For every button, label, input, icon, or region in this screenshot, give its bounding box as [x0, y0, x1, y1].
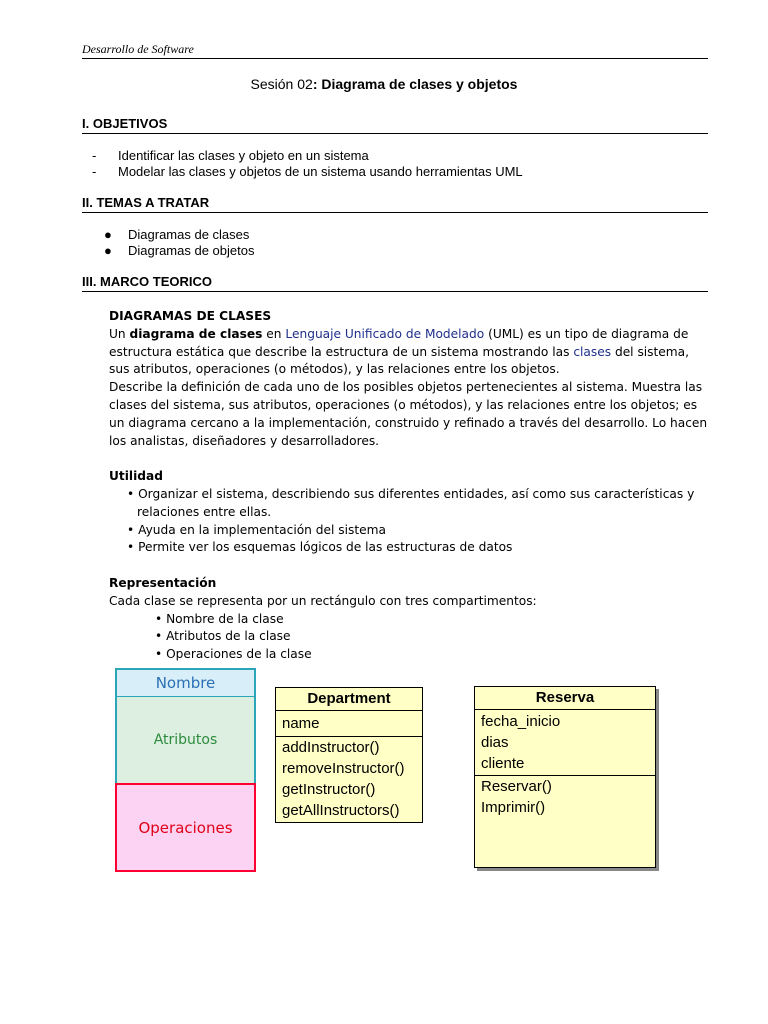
utilidad-heading: Utilidad [109, 469, 163, 484]
clases-link[interactable]: clases [573, 344, 612, 359]
list-item-text: Diagramas de objetos [128, 243, 255, 258]
objetivos-list [92, 148, 523, 180]
utilidad-item: • Ayuda en la implementación del sistema [127, 522, 386, 537]
p1-text: del sistema, sus atributos, operaciones (o métodos), y las relaciones entre los objetos. [109, 344, 690, 377]
department-attributes [276, 711, 422, 736]
list-item [92, 148, 523, 164]
attribute-item: cliente [481, 755, 525, 772]
session-prefix: Sesión 02 [250, 76, 313, 92]
running-header: Desarrollo de Software [82, 42, 708, 59]
section-objetivos-heading: I. OBJETIVOS [82, 116, 708, 134]
session-title-text: : Diagrama de clases y objetos [312, 76, 518, 92]
marco-teorico-body [109, 308, 709, 664]
operation-item: Reservar() [481, 778, 552, 795]
temas-list [104, 227, 254, 259]
reserva-attributes [475, 710, 655, 775]
utilidad-item: • Organizar el sistema, describiendo sus diferentes entidades, así como sus características y [127, 486, 695, 501]
reserva-class-box [474, 686, 656, 868]
operation-item: Imprimir() [481, 799, 546, 816]
operation-item: removeInstructor() [282, 760, 405, 777]
generic-class-operations: Operaciones [115, 783, 256, 872]
department-class-name: Department [276, 688, 422, 711]
department-operations [276, 736, 422, 821]
representacion-item: • Atributos de la clase [155, 629, 291, 644]
representacion-item: • Nombre de la clase [155, 611, 284, 626]
section-temas-heading: II. TEMAS A TRATAR [82, 195, 708, 213]
paragraph-1 [109, 326, 709, 379]
p1-text: Un [109, 326, 130, 341]
p1-text: en [262, 326, 286, 341]
dash-marker: - [92, 148, 97, 163]
list-item [104, 243, 254, 259]
spacer [109, 557, 709, 575]
utilidad-item: relaciones entre ellas. [137, 504, 272, 519]
p1-bold: diagrama de clases [129, 326, 263, 341]
attribute-item: dias [481, 734, 509, 751]
representacion-text: Cada clase se representa por un rectángulo con tres compartimentos: [109, 593, 537, 608]
department-class-box [275, 687, 423, 823]
representacion-item: • Operaciones de la clase [155, 647, 312, 662]
dash-marker: - [92, 164, 97, 179]
reserva-operations [475, 775, 655, 818]
bullet-marker: ● [104, 227, 112, 242]
list-item [92, 164, 523, 180]
operation-item: getInstructor() [282, 781, 376, 798]
operation-item: addInstructor() [282, 739, 380, 756]
section-marco-heading: III. MARCO TEORICO [82, 274, 708, 292]
p1-text: (UML) es un tipo de diagrama de estructura estática que describe la estructura de un sistema mostrando las [109, 326, 689, 359]
session-title [0, 76, 768, 92]
list-item-text: Modelar las clases y objetos de un sistema usando herramientas UML [118, 164, 523, 179]
operation-item: getAllInstructors() [282, 802, 400, 819]
representacion-heading: Representación [109, 575, 217, 590]
uml-link[interactable]: Lenguaje Unificado de Modelado [285, 326, 485, 341]
list-item-text: Diagramas de clases [128, 227, 250, 242]
utilidad-item: • Permite ver los esquemas lógicos de las estructuras de datos [127, 540, 513, 555]
generic-class-attributes: Atributos [115, 697, 256, 785]
attribute-item: fecha_inicio [481, 713, 561, 730]
generic-class-name: Nombre [115, 668, 256, 698]
attribute-item: name [282, 715, 320, 732]
bullet-marker: ● [104, 243, 112, 258]
spacer [109, 450, 709, 468]
reserva-class-name: Reserva [475, 687, 655, 710]
list-item-text: Identificar las clases y objeto en un sistema [118, 148, 369, 163]
list-item [104, 227, 254, 243]
paragraph-2: Describe la definición de cada uno de los posibles objetos pertenecientes al sistema. Muestra las clases del sistema, sus atributos, operaciones (o métodos), y las relaciones entre los objetos; es un diagrama cercano a la implementación, construido y refinado a través del desarrollo. Lo hacen los analistas, diseñadores y desarrolladores. [109, 380, 708, 448]
diagramas-heading: DIAGRAMAS DE CLASES [109, 309, 272, 323]
